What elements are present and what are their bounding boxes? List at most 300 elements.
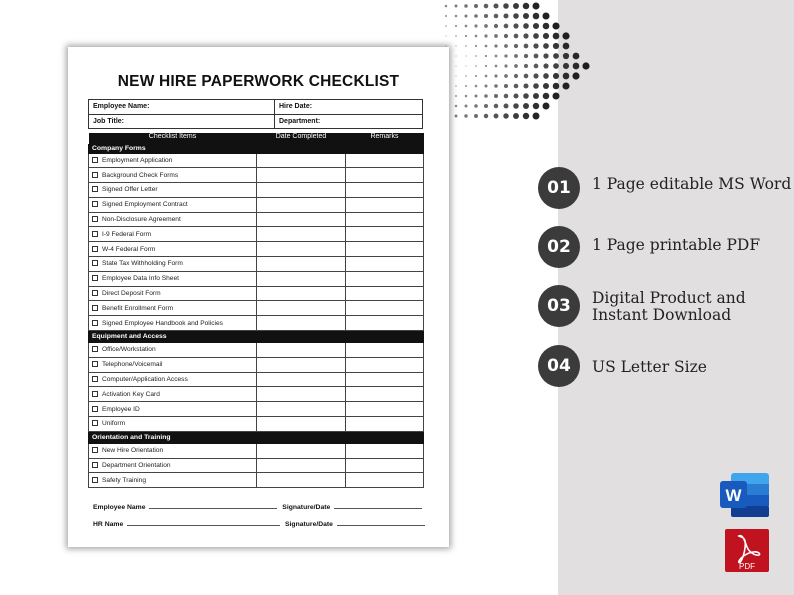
halftone-dot — [474, 94, 477, 97]
halftone-dot — [494, 34, 498, 38]
table-row — [89, 417, 424, 432]
remarks-cell[interactable] — [346, 242, 424, 257]
halftone-dot — [514, 34, 519, 39]
halftone-dot — [455, 75, 456, 76]
checklist-item-label: Employee ID — [102, 405, 140, 413]
checklist-item-label: Signed Employment Contract — [102, 201, 188, 209]
halftone-dot — [533, 93, 539, 99]
checklist-item-cell — [89, 372, 257, 387]
checklist-item-cell — [89, 458, 257, 473]
remarks-cell[interactable] — [346, 212, 424, 227]
halftone-dot — [465, 75, 467, 77]
halftone-dot — [485, 45, 488, 48]
halftone-dot — [465, 35, 467, 37]
halftone-dot — [552, 92, 559, 99]
checklist-item-cell — [89, 357, 257, 372]
halftone-dot — [494, 114, 499, 119]
halftone-dot — [572, 72, 579, 79]
halftone-dot — [543, 103, 550, 110]
halftone-dot — [464, 114, 467, 117]
halftone-dot — [533, 83, 539, 89]
table-row — [89, 402, 424, 417]
halftone-dot — [513, 93, 518, 98]
signature-line[interactable] — [337, 520, 425, 526]
halftone-dot — [534, 64, 539, 69]
halftone-dot — [553, 63, 559, 69]
remarks-cell[interactable] — [346, 316, 424, 331]
checklist-item-cell — [89, 183, 257, 198]
checkbox[interactable] — [92, 346, 98, 352]
halftone-dot — [534, 54, 539, 59]
halftone-dot — [474, 4, 478, 8]
halftone-dot — [553, 83, 560, 90]
halftone-dot — [563, 63, 569, 69]
checkbox[interactable] — [92, 320, 98, 326]
halftone-dot — [563, 43, 570, 50]
date-completed-cell[interactable] — [257, 473, 346, 488]
checklist-item-label: I-9 Federal Form — [102, 230, 152, 238]
date-completed-cell[interactable] — [257, 372, 346, 387]
table-header-row — [89, 133, 424, 144]
halftone-dot — [553, 73, 559, 79]
date-completed-cell[interactable] — [257, 227, 346, 242]
remarks-cell[interactable] — [346, 227, 424, 242]
halftone-dot — [533, 13, 540, 20]
column-header: Remarks — [346, 133, 424, 144]
checklist-item-label: W-4 Federal Form — [102, 245, 156, 253]
checklist-item-cell — [89, 473, 257, 488]
employee-signature-row — [93, 503, 422, 511]
halftone-dot — [513, 13, 519, 19]
halftone-dot — [455, 95, 457, 97]
halftone-dot — [495, 65, 498, 68]
halftone-dot — [523, 33, 528, 38]
checklist-item-cell — [89, 153, 257, 168]
signature-line[interactable] — [334, 503, 422, 509]
halftone-dot — [464, 14, 467, 17]
remarks-cell[interactable] — [346, 286, 424, 301]
date-completed-cell[interactable] — [257, 153, 346, 168]
halftone-dot — [514, 64, 518, 68]
signature-date-label: Signature/Date — [282, 504, 331, 511]
halftone-dot — [494, 104, 499, 109]
feature-text: 1 Page editable MS Word — [592, 175, 792, 193]
halftone-dot — [475, 85, 478, 88]
halftone-dot — [445, 15, 447, 17]
table-row — [89, 372, 424, 387]
feature-text: 1 Page printable PDF — [592, 236, 761, 254]
halftone-dot — [504, 84, 508, 88]
date-completed-cell[interactable] — [257, 183, 346, 198]
halftone-dot — [543, 63, 548, 68]
halftone-dot — [484, 94, 488, 98]
checklist-item-label: Signed Offer Letter — [102, 186, 158, 194]
halftone-dot — [514, 44, 518, 48]
checkbox[interactable] — [92, 231, 98, 237]
date-completed-cell[interactable] — [257, 212, 346, 227]
halftone-dot — [445, 5, 448, 8]
feature-number-badge: 02 — [538, 226, 580, 268]
halftone-dot — [494, 94, 498, 98]
signature-date-label: Signature/Date — [285, 521, 333, 528]
halftone-dot — [533, 103, 539, 109]
halftone-dot — [513, 103, 519, 109]
halftone-dot — [475, 65, 477, 67]
halftone-dot — [562, 32, 569, 39]
date-completed-cell[interactable] — [257, 242, 346, 257]
remarks-cell[interactable] — [346, 372, 424, 387]
table-row — [89, 387, 424, 402]
halftone-dot — [562, 82, 569, 89]
checklist-item-label: Uniform — [102, 420, 126, 428]
halftone-dot — [523, 93, 529, 99]
feature-item — [538, 226, 788, 266]
halftone-dot — [465, 55, 466, 56]
halftone-dot — [465, 65, 466, 66]
table-row — [89, 242, 424, 257]
halftone-dot — [513, 23, 518, 28]
remarks-cell[interactable] — [346, 402, 424, 417]
remarks-cell[interactable] — [346, 473, 424, 488]
checklist-item-cell — [89, 443, 257, 458]
halftone-dot — [523, 113, 529, 119]
halftone-dot — [553, 43, 559, 49]
remarks-cell[interactable] — [346, 357, 424, 372]
table-row — [89, 227, 424, 242]
remarks-cell[interactable] — [346, 183, 424, 198]
checkbox[interactable] — [92, 290, 98, 296]
date-completed-cell[interactable] — [257, 387, 346, 402]
remarks-cell[interactable] — [346, 271, 424, 286]
checklist-item-label: New Hire Orientation — [102, 447, 164, 455]
halftone-dot — [455, 55, 456, 56]
halftone-dot — [543, 73, 549, 79]
halftone-dot — [464, 4, 468, 8]
halftone-dot — [543, 23, 550, 30]
checklist-item-cell — [89, 387, 257, 402]
department-label: Department: — [275, 114, 423, 129]
date-completed-cell[interactable] — [257, 257, 346, 272]
checklist-item-label: Benefit Enrollment Form — [102, 304, 174, 312]
halftone-dot — [543, 33, 549, 39]
halftone-dot — [484, 114, 488, 118]
halftone-dot — [475, 45, 477, 47]
ms-word-icon — [719, 471, 771, 519]
feature-text: Digital Product and — [592, 289, 746, 307]
employee-info-table — [88, 99, 423, 129]
halftone-dot — [524, 64, 528, 68]
checkbox[interactable] — [92, 376, 98, 382]
halftone-dot — [495, 55, 498, 58]
halftone-dot — [543, 83, 549, 89]
halftone-dot — [533, 43, 538, 48]
checkbox[interactable] — [92, 462, 98, 468]
halftone-dot — [455, 105, 458, 108]
checklist-item-cell — [89, 271, 257, 286]
halftone-dot — [552, 22, 559, 29]
checklist-item-label: Employee Data Info Sheet — [102, 275, 179, 283]
halftone-dot — [514, 54, 518, 58]
halftone-dot — [523, 13, 529, 19]
section-header-row — [89, 144, 424, 153]
feature-item — [538, 167, 792, 207]
checkbox[interactable] — [92, 246, 98, 252]
checklist-item-label: State Tax Withholding Form — [102, 260, 183, 268]
halftone-dot — [542, 12, 549, 19]
date-completed-cell[interactable] — [257, 168, 346, 183]
halftone-dot — [504, 64, 507, 67]
halftone-dot — [504, 104, 509, 109]
halftone-dot — [484, 34, 487, 37]
checklist-item-label: Employment Application — [102, 156, 173, 164]
section-header-row — [89, 431, 424, 443]
remarks-cell[interactable] — [346, 168, 424, 183]
halftone-dot — [533, 23, 539, 29]
halftone-dot — [533, 73, 538, 78]
checkbox[interactable] — [92, 157, 98, 163]
halftone-dot — [553, 33, 560, 40]
checkbox[interactable] — [92, 172, 98, 178]
remarks-cell[interactable] — [346, 197, 424, 212]
date-completed-cell[interactable] — [257, 458, 346, 473]
checklist-table — [88, 133, 424, 488]
checkbox[interactable] — [92, 216, 98, 222]
checklist-item-cell — [89, 257, 257, 272]
date-completed-cell[interactable] — [257, 417, 346, 432]
checklist-item-cell — [89, 227, 257, 242]
checkbox[interactable] — [92, 361, 98, 367]
section-title: Orientation and Training — [89, 431, 424, 443]
halftone-dot — [494, 44, 497, 47]
halftone-dot — [504, 44, 508, 48]
checklist-item-label: Telephone/Voicemail — [102, 361, 163, 369]
checklist-item-label: Office/Workstation — [102, 346, 156, 354]
halftone-dot — [484, 24, 488, 28]
checkbox[interactable] — [92, 406, 98, 412]
halftone-dot — [484, 84, 487, 87]
remarks-cell[interactable] — [346, 443, 424, 458]
halftone-dot — [563, 53, 569, 59]
halftone-dot — [523, 83, 528, 88]
checklist-item-label: Non-Disclosure Agreement — [102, 216, 181, 224]
remarks-cell[interactable] — [346, 301, 424, 316]
employee-name-label: Employee Name: — [89, 100, 275, 115]
halftone-dot — [494, 74, 497, 77]
document-title: NEW HIRE PAPERWORK CHECKLIST — [117, 73, 400, 90]
table-row — [89, 168, 424, 183]
remarks-cell[interactable] — [346, 458, 424, 473]
halftone-arrow-decoration — [440, 0, 600, 140]
remarks-cell[interactable] — [346, 153, 424, 168]
halftone-dot — [455, 85, 457, 87]
halftone-dot — [504, 74, 508, 78]
date-completed-cell[interactable] — [257, 402, 346, 417]
halftone-dot — [543, 93, 550, 100]
halftone-dot — [494, 84, 498, 88]
checklist-item-label: Activation Key Card — [102, 390, 160, 398]
column-header: Date Completed — [257, 133, 346, 144]
remarks-cell[interactable] — [346, 257, 424, 272]
table-row — [89, 183, 424, 198]
halftone-dot — [514, 74, 518, 78]
feature-number-badge: 01 — [538, 167, 580, 209]
halftone-dot — [474, 104, 478, 108]
hr-name-sig-label: HR Name — [93, 521, 124, 528]
checklist-item-label: Background Check Forms — [102, 171, 179, 179]
checklist-item-cell — [89, 242, 257, 257]
table-row — [89, 343, 424, 358]
halftone-dot — [493, 3, 498, 8]
date-completed-cell[interactable] — [257, 301, 346, 316]
checklist-item-label: Computer/Application Access — [102, 376, 188, 384]
halftone-dot — [524, 54, 528, 58]
checkbox[interactable] — [92, 420, 98, 426]
halftone-dot — [455, 15, 458, 18]
checklist-document — [68, 47, 449, 547]
checklist-item-label: Safety Training — [102, 476, 146, 484]
checklist-item-cell — [89, 197, 257, 212]
halftone-dot — [524, 44, 529, 49]
halftone-dot — [454, 4, 457, 7]
halftone-dot — [524, 74, 529, 79]
table-row — [89, 197, 424, 212]
halftone-dot — [523, 3, 530, 10]
date-completed-cell[interactable] — [257, 286, 346, 301]
halftone-dot — [532, 2, 539, 9]
table-row — [89, 286, 424, 301]
table-row — [89, 153, 424, 168]
checkbox[interactable] — [92, 260, 98, 266]
section-header-row — [89, 331, 424, 343]
halftone-dot — [484, 104, 488, 108]
halftone-dot — [474, 114, 478, 118]
table-row — [89, 212, 424, 227]
feature-item — [538, 285, 788, 325]
table-row — [89, 271, 424, 286]
remarks-cell[interactable] — [346, 387, 424, 402]
halftone-dot — [455, 25, 457, 27]
table-row — [89, 301, 424, 316]
signature-line[interactable] — [149, 503, 277, 509]
date-completed-cell[interactable] — [257, 443, 346, 458]
checkbox[interactable] — [92, 275, 98, 281]
halftone-dot — [514, 84, 519, 89]
halftone-dot — [465, 105, 468, 108]
table-row — [89, 443, 424, 458]
column-header: Checklist Items — [89, 133, 257, 144]
table-row — [89, 473, 424, 488]
checklist-item-label: Direct Deposit Form — [102, 290, 161, 298]
halftone-dot — [504, 34, 508, 38]
halftone-dot — [465, 95, 468, 98]
halftone-dot — [485, 55, 487, 57]
halftone-dot — [485, 75, 488, 78]
table-row — [89, 458, 424, 473]
checklist-item-cell — [89, 402, 257, 417]
feature-number-badge: 03 — [538, 285, 580, 327]
halftone-dot — [533, 33, 539, 39]
halftone-dot — [504, 54, 507, 57]
table-row — [89, 316, 424, 331]
halftone-dot — [504, 24, 509, 29]
checkbox[interactable] — [92, 391, 98, 397]
halftone-dot — [474, 14, 478, 18]
halftone-dot — [513, 113, 519, 119]
remarks-cell[interactable] — [346, 343, 424, 358]
halftone-dot — [523, 103, 529, 109]
halftone-dot — [445, 25, 447, 27]
pdf-file-icon — [725, 529, 771, 573]
checklist-item-cell — [89, 316, 257, 331]
checkbox[interactable] — [92, 201, 98, 207]
halftone-dot — [484, 14, 488, 18]
date-completed-cell[interactable] — [257, 316, 346, 331]
hr-signature-row — [93, 520, 425, 528]
remarks-cell[interactable] — [346, 417, 424, 432]
halftone-dot — [445, 35, 446, 36]
checklist-item-label: Signed Employee Handbook and Policies — [102, 319, 223, 327]
table-row — [89, 357, 424, 372]
checklist-item-cell — [89, 212, 257, 227]
halftone-dot — [543, 43, 549, 49]
halftone-dot — [563, 73, 570, 80]
checklist-item-cell — [89, 301, 257, 316]
halftone-dot — [455, 45, 456, 46]
halftone-dot — [475, 55, 477, 57]
checklist-item-cell — [89, 417, 257, 432]
feature-text: US Letter Size — [592, 358, 707, 376]
employee-name-sig-label: Employee Name — [93, 504, 146, 511]
checklist-item-cell — [89, 168, 257, 183]
halftone-dot — [553, 53, 559, 59]
halftone-dot — [465, 45, 467, 47]
checklist-item-label: Department Orientation — [102, 462, 171, 470]
signature-line[interactable] — [127, 520, 280, 526]
halftone-dot — [494, 24, 498, 28]
table-row — [89, 257, 424, 272]
feature-text: Instant Download — [592, 306, 732, 324]
svg-text:PDF: PDF — [739, 562, 755, 571]
date-completed-cell[interactable] — [257, 357, 346, 372]
feature-item — [538, 345, 788, 385]
checkbox[interactable] — [92, 447, 98, 453]
halftone-dot — [573, 53, 580, 60]
halftone-dot — [543, 53, 548, 58]
hire-date-label: Hire Date: — [275, 100, 423, 115]
checklist-item-cell — [89, 343, 257, 358]
section-title: Equipment and Access — [89, 331, 424, 343]
halftone-dot — [503, 113, 508, 118]
halftone-dot — [503, 13, 508, 18]
svg-text:W: W — [725, 486, 742, 505]
halftone-dot — [513, 3, 519, 9]
halftone-dot — [533, 113, 540, 120]
halftone-dot — [503, 3, 509, 9]
feature-number-badge: 04 — [538, 345, 580, 387]
checkbox[interactable] — [92, 477, 98, 483]
checkbox[interactable] — [92, 186, 98, 192]
halftone-dot — [455, 115, 458, 118]
checklist-item-cell — [89, 286, 257, 301]
date-completed-cell[interactable] — [257, 271, 346, 286]
halftone-dot — [485, 65, 487, 67]
checkbox[interactable] — [92, 305, 98, 311]
halftone-dot — [465, 25, 468, 28]
halftone-dot — [455, 35, 457, 37]
date-completed-cell[interactable] — [257, 197, 346, 212]
section-title: Company Forms — [89, 144, 424, 153]
date-completed-cell[interactable] — [257, 343, 346, 358]
